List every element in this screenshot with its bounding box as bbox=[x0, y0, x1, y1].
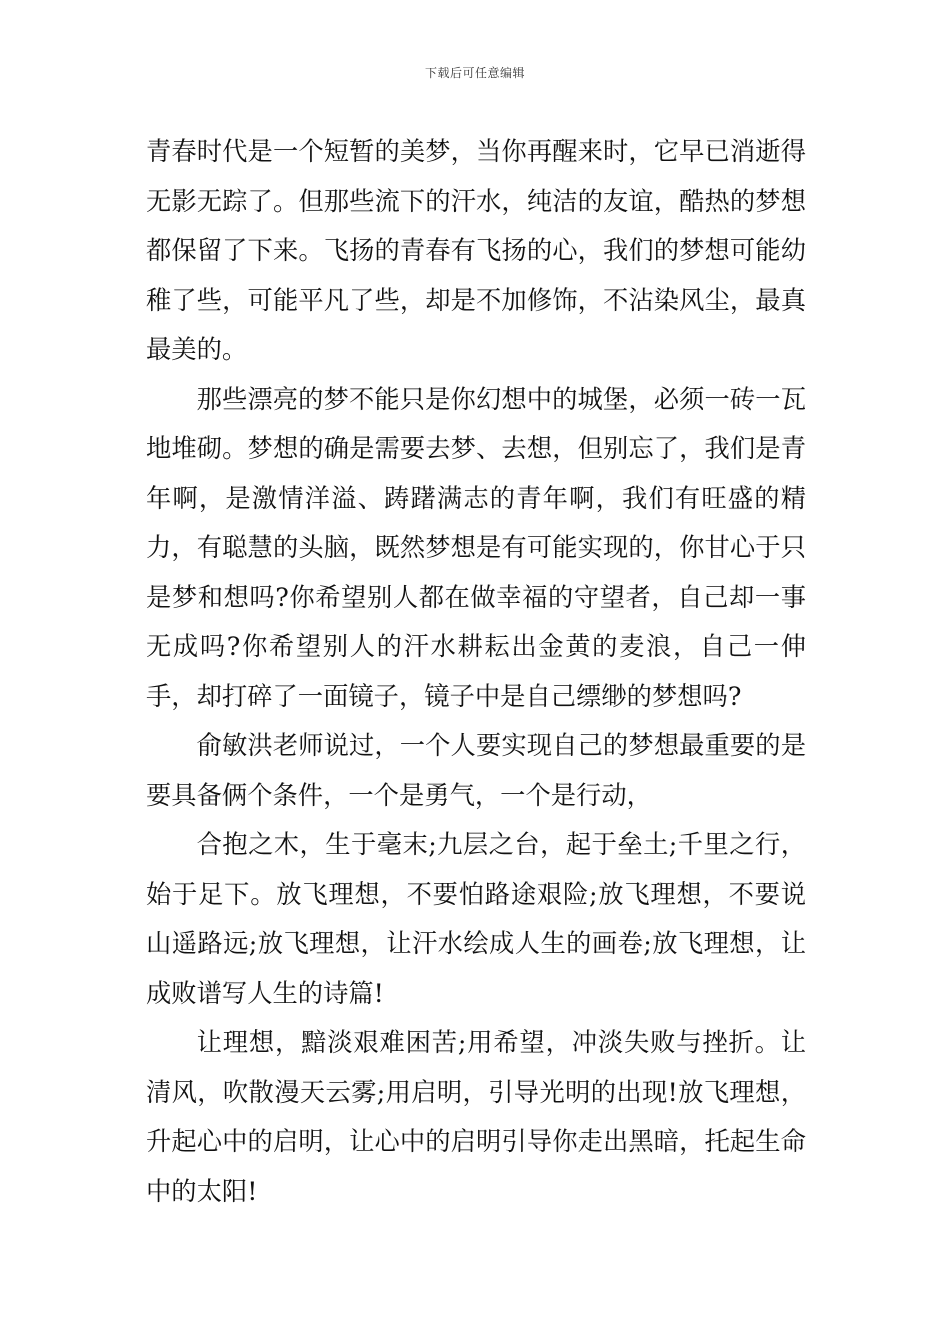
paragraph-5: 让理想，黯淡艰难困苦;用希望，冲淡失败与挫折。让清风，吹散漫天云雾;用启明，引导光明的出现!放飞理想，升起心中的启明，让心中的启明引导你走出黑暗，托起生命中的太阳! bbox=[146, 1028, 806, 1206]
paragraph-1: 青春时代是一个短暂的美梦，当你再醒来时，它早已消逝得无影无踪了。但那些流下的汗水，纯洁的友谊，酷热的梦想都保留了下来。飞扬的青春有飞扬的心，我们的梦想可能幼稚了些，可能平凡了些，却是不加修饰，不沾染风尘，最真最美的。 bbox=[146, 137, 806, 364]
paragraph-2: 那些漂亮的梦不能只是你幻想中的城堡，必须一砖一瓦地堆砌。梦想的确是需要去梦、去想，但别忘了，我们是青年啊，是激情洋溢、踌躇满志的青年啊，我们有旺盛的精力，有聪慧的头脑，既然梦想是有可能实现的，你甘心于只是梦和想吗?你希望别人都在做幸福的守望者，自己却一事无成吗?你希望别人的汗水耕耘出金黄的麦浪，自己一伸手，却打碎了一面镜子，镜子中是自己缥缈的梦想吗? bbox=[146, 384, 806, 711]
page-header: 下载后可任意编辑 bbox=[424, 66, 525, 80]
document-body bbox=[146, 127, 806, 1216]
paragraph-4: 合抱之木，生于毫末;九层之台，起于垒土;千里之行，始于足下。放飞理想，不要怕路途艰险;放飞理想，不要说山遥路远;放飞理想，让汗水绘成人生的画卷;放飞理想，让成败谱写人生的诗篇! bbox=[146, 830, 806, 1008]
paragraph-3: 俞敏洪老师说过，一个人要实现自己的梦想最重要的是要具备俩个条件，一个是勇气，一个是行动， bbox=[146, 731, 806, 810]
